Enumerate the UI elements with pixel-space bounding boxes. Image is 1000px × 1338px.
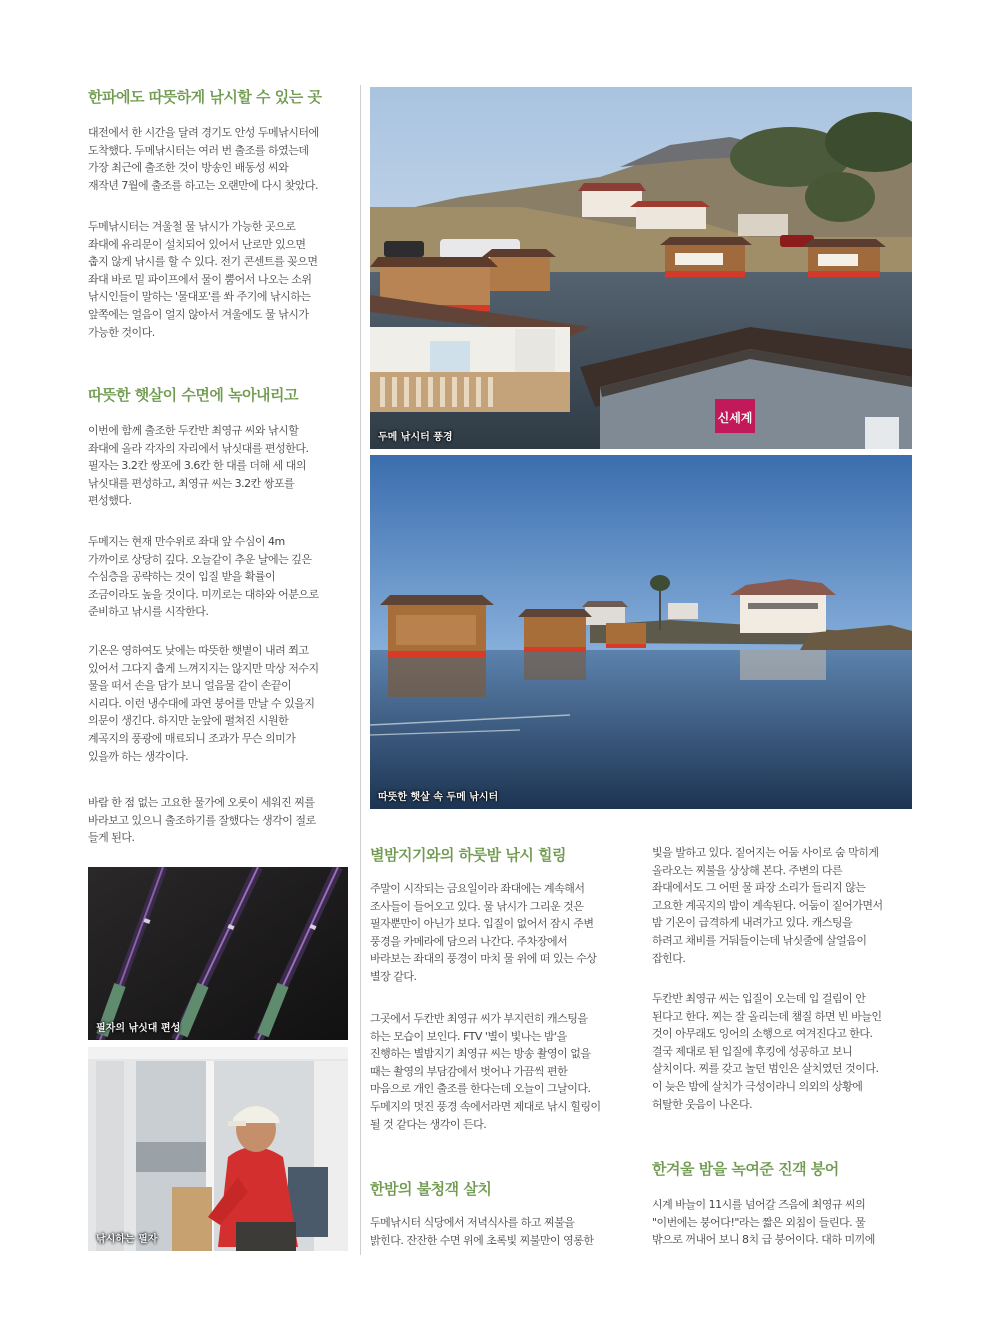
photo-caption: 두메 낚시터 풍경 <box>378 432 453 443</box>
paragraph: 빛을 발하고 있다. 짙어지는 어둠 사이로 숨 막히게 올라오는 찌불을 상상해 본다. 주변의 다른 좌대에서도 그 어떤 물 파장 소리가 들리지 않는 고요한 계곡지의 밤이 계속된다. 어둠이 짙어가면서 밤 기온이 급격하게 내려가고 있다. 캐스팅을 하려고 채비를 거둬들이는데 낚싯줄에 살얼음이 잡힌다. <box>652 846 883 965</box>
column-divider <box>360 85 361 1255</box>
section-heading: 따뜻한 햇살이 수면에 녹아내리고 <box>88 386 299 404</box>
paragraph: 두메낚시터는 겨울철 물 낚시가 가능한 곳으로 좌대에 유리문이 설치되어 있어서 난로만 있으면 춥지 않게 낚시를 할 수 있다. 전기 콘센트를 꽂으면 좌대 바로 밑 파이프에서 물이 뿜어서 나오는 소위 낚시인들이 말하는 '물대포'를 쏴 주기에 낚시하는 앞쪽에는 얼음이 얼지 않아서 겨울에도 물 낚시가 가능한 것이다. <box>88 220 318 339</box>
photo-angler <box>88 1047 348 1251</box>
photo-fishing-rods <box>88 867 348 1040</box>
fishing-rods-image <box>88 867 348 1040</box>
photo-landscape-top <box>370 87 912 449</box>
paragraph: 이번에 함께 출조한 두칸반 최영규 씨와 낚시할 좌대에 올라 각자의 자리에서 낚싯대를 편성한다. 필자는 3.2칸 쌍포에 3.6칸 한 대를 더해 세 대의 낚싯대를 편성하고, 최영규 씨는 3.2칸 쌍포를 편성했다. <box>88 424 309 508</box>
angler-image <box>88 1047 348 1251</box>
building-sign-text: 신세계 <box>717 411 753 425</box>
landscape-top-image <box>370 87 912 449</box>
paragraph: 주말이 시작되는 금요일이라 좌대에는 계속해서 조사들이 들어오고 있다. 물 낚시가 그리운 것은 필자뿐만이 아닌가 보다. 입질이 없어서 잠시 주변 풍경을 카메라에 담으러 나간다. 주차장에서 바라보는 좌대의 풍경이 마치 물 위에 떠 있는 수상 별장 같다. <box>370 882 597 983</box>
paragraph: 두칸반 최영규 씨는 입질이 오는데 입 걸림이 안 된다고 한다. 찌는 잘 올리는데 챔질 하면 빈 바늘인 것이 아무래도 잉어의 소행으로 여겨진다고 한다. 결국 제대로 된 입질에 후킹에 성공하고 보니 살치이다. 찌를 갖고 놀던 범인은 살치였던 것이다. 이 늦은 밤에 살치가 극성이라니 의외의 상황에 허탈한 웃음이 나온다. <box>652 992 882 1111</box>
paragraph: 두메지는 현재 만수위로 좌대 앞 수심이 4m 가까이로 상당히 깊다. 오늘같이 추운 날에는 깊은 수심층을 공략하는 것이 입질 받을 확률이 조금이라도 높을 것이다. 미끼로는 대하와 어분으로 준비하고 낚시를 시작한다. <box>88 535 319 619</box>
paragraph: 그곳에서 두칸반 최영규 씨가 부지런히 캐스팅을 하는 모습이 보인다. FTV '별이 빛나는 밤'을 진행하는 별밤지기 최영규 씨는 방송 촬영이 없을 때는 촬영의 부담감에서 벗어나 가끔씩 편한 마음으로 개인 출조를 한다는데 오늘이 그날이다. 두메지의 멋진 풍경 속에서라면 제대로 낚시 힐링이 될 것 같다는 생각이 든다. <box>370 1012 601 1131</box>
section-heading: 한겨울 밤을 녹여준 진객 붕어 <box>652 1160 839 1178</box>
photo-caption: 낚시하는 필자 <box>96 1234 158 1245</box>
section-heading: 별밤지기와의 하룻밤 낚시 힐링 <box>370 846 567 864</box>
paragraph: 시계 바늘이 11시를 넘어갈 즈음에 최영규 씨의 "이번에는 붕어다!"라는 짧은 외침이 들린다. 물 밖으로 꺼내어 보니 8치 급 붕어이다. 대하 미끼에 <box>652 1198 875 1247</box>
paragraph: 대전에서 한 시간을 달려 경기도 안성 두메낚시터에 도착했다. 두메낚시터는 여러 번 출조를 하였는데 가장 최근에 출조한 것이 방송인 배동성 씨와 재작년 7월에 출조를 하고는 오랜만에 다시 찾았다. <box>88 126 319 192</box>
landscape-mid-image <box>370 455 912 809</box>
section-heading: 한밤의 불청객 살치 <box>370 1180 492 1198</box>
photo-landscape-mid <box>370 455 912 809</box>
section-heading: 한파에도 따뜻하게 낚시할 수 있는 곳 <box>88 88 322 106</box>
photo-caption: 따뜻한 햇살 속 두메 낚시터 <box>378 792 499 803</box>
paragraph: 두메낚시터 식당에서 저녁식사를 하고 찌불을 밝힌다. 잔잔한 수면 위에 초록빛 찌불만이 영롱한 <box>370 1216 594 1247</box>
paragraph: 기온은 영하여도 낮에는 따뜻한 햇볕이 내려 쬐고 있어서 그다지 춥게 느껴지지는 않지만 막상 저수지 물을 떠서 손을 담가 보니 얼음물 같이 손끝이 시리다. 이런 냉수대에 과연 붕어를 만날 수 있을지 의문이 생긴다. 하지만 눈앞에 펼쳐진 시원한 계곡지의 풍광에 매료되니 조과가 무슨 의미가 있을까 하는 생각이다. <box>88 644 319 763</box>
photo-caption: 필자의 낚싯대 편성 <box>96 1023 181 1034</box>
paragraph: 바람 한 점 없는 고요한 물가에 오롯이 세워진 찌를 바라보고 있으니 출조하기를 잘했다는 생각이 절로 들게 된다. <box>88 796 316 845</box>
